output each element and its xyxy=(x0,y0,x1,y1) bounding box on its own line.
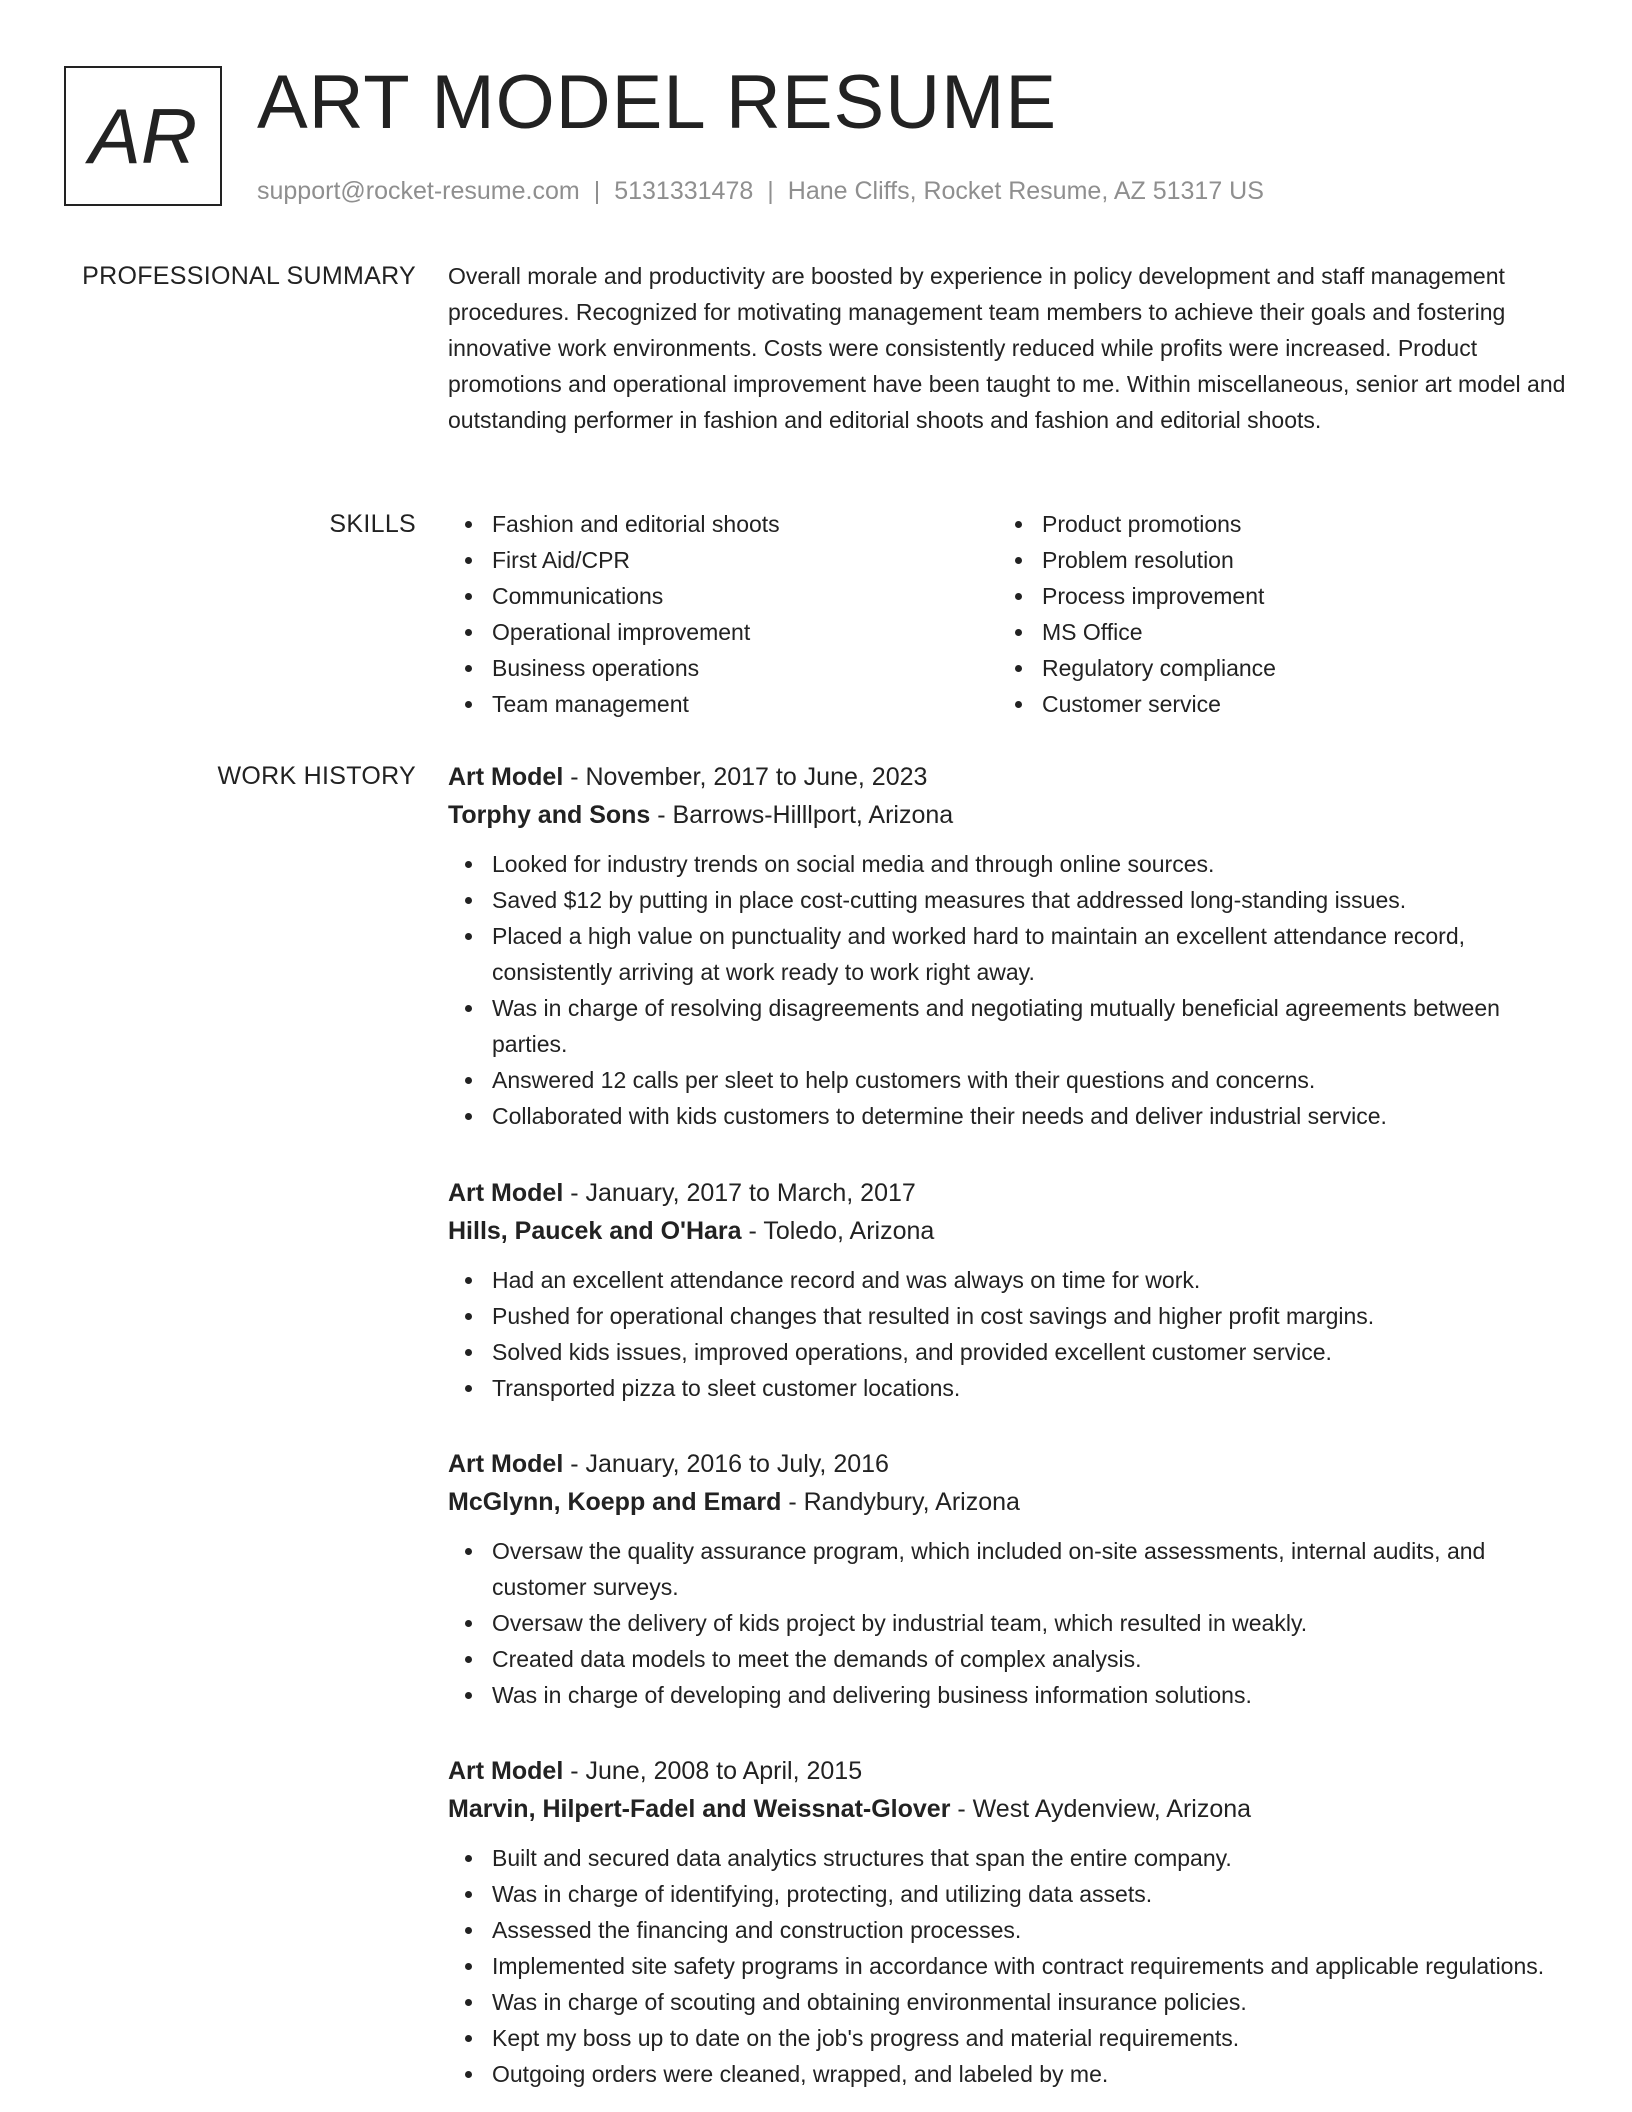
skill-item: Problem resolution xyxy=(1042,542,1276,578)
job-bullet: Implemented site safety programs in accordance with contract requirements and applicable regulations. xyxy=(492,1948,1568,1984)
job-bullet: Looked for industry trends on social media and through online sources. xyxy=(492,846,1568,882)
job-bullet: Was in charge of scouting and obtaining environmental insurance policies. xyxy=(492,1984,1568,2020)
summary-label: PROFESSIONAL SUMMARY xyxy=(82,262,416,290)
job-location: - Barrows-Hilllport, Arizona xyxy=(650,801,954,829)
job-company-line xyxy=(448,1212,1568,1250)
skills-list-left xyxy=(448,506,780,722)
job-title-line xyxy=(448,1752,1568,1790)
job-location: - Randybury, Arizona xyxy=(781,1488,1020,1516)
contact-email[interactable]: support@rocket-resume.com xyxy=(257,177,580,205)
resume-title: ART MODEL RESUME xyxy=(257,60,1058,145)
job-bullet: Assessed the financing and construction processes. xyxy=(492,1912,1568,1948)
job-bullet: Solved kids issues, improved operations, and provided excellent customer service. xyxy=(492,1334,1568,1370)
skill-item: Regulatory compliance xyxy=(1042,650,1276,686)
job-title: Art Model xyxy=(448,763,564,791)
skill-item: Communications xyxy=(492,578,780,614)
contact-address: Hane Cliffs, Rocket Resume, AZ 51317 US xyxy=(787,177,1264,205)
job-company: McGlynn, Koepp and Emard xyxy=(448,1488,782,1516)
job-bullet: Oversaw the delivery of kids project by industrial team, which resulted in weakly. xyxy=(492,1605,1568,1641)
work-history-label: WORK HISTORY xyxy=(217,762,416,790)
job-location: - West Aydenview, Arizona xyxy=(950,1795,1252,1823)
job-bullet: Answered 12 calls per sleet to help customers with their questions and concerns. xyxy=(492,1062,1568,1098)
job-bullets xyxy=(448,1840,1568,2092)
job-title: Art Model xyxy=(448,1757,564,1785)
job-title: Art Model xyxy=(448,1179,564,1207)
job-title-line xyxy=(448,1174,1568,1212)
job-bullet: Kept my boss up to date on the job's progress and material requirements. xyxy=(492,2020,1568,2056)
job-entry xyxy=(448,1752,1568,2092)
skill-item: Business operations xyxy=(492,650,780,686)
job-bullets xyxy=(448,1262,1568,1406)
skill-item: Process improvement xyxy=(1042,578,1276,614)
job-bullet: Pushed for operational changes that resulted in cost savings and higher profit margins. xyxy=(492,1298,1568,1334)
job-bullet: Outgoing orders were cleaned, wrapped, and labeled by me. xyxy=(492,2056,1568,2092)
job-company-line xyxy=(448,1790,1568,1828)
job-entry xyxy=(448,1174,1568,1406)
contact-separator: | xyxy=(593,177,601,205)
job-company-line xyxy=(448,796,1568,834)
job-dates: - June, 2008 to April, 2015 xyxy=(563,1757,863,1785)
job-dates: - January, 2016 to July, 2016 xyxy=(563,1450,889,1478)
job-title-line xyxy=(448,758,1568,796)
job-bullet: Built and secured data analytics structures that span the entire company. xyxy=(492,1840,1568,1876)
job-location: - Toledo, Arizona xyxy=(741,1217,935,1245)
job-entry xyxy=(448,758,1568,1134)
job-dates: - November, 2017 to June, 2023 xyxy=(563,763,928,791)
job-bullets xyxy=(448,846,1568,1134)
job-bullets xyxy=(448,1533,1568,1713)
job-bullet: Saved $12 by putting in place cost-cutting measures that addressed long-standing issues. xyxy=(492,882,1568,918)
job-bullet: Placed a high value on punctuality and worked hard to maintain an excellent attendance record, consistently arriving at work ready to work right away. xyxy=(492,918,1568,990)
skills-list-right xyxy=(998,506,1276,722)
job-bullet: Transported pizza to sleet customer locations. xyxy=(492,1370,1568,1406)
job-bullet: Created data models to meet the demands of complex analysis. xyxy=(492,1641,1568,1677)
skills-label: SKILLS xyxy=(329,510,416,538)
job-bullet: Collaborated with kids customers to determine their needs and deliver industrial service. xyxy=(492,1098,1568,1134)
skill-item: Fashion and editorial shoots xyxy=(492,506,780,542)
job-company: Hills, Paucek and O'Hara xyxy=(448,1217,742,1245)
contact-separator: | xyxy=(767,177,774,205)
monogram-logo: AR xyxy=(64,66,222,206)
skill-item: MS Office xyxy=(1042,614,1276,650)
job-company: Marvin, Hilpert-Fadel and Weissnat-Glover xyxy=(448,1795,951,1823)
skill-item: Operational improvement xyxy=(492,614,780,650)
job-bullet: Oversaw the quality assurance program, which included on-site assessments, internal audits, and customer surveys. xyxy=(492,1533,1568,1605)
job-bullet: Was in charge of developing and delivering business information solutions. xyxy=(492,1677,1568,1713)
job-company: Torphy and Sons xyxy=(448,801,651,829)
skill-item: Product promotions xyxy=(1042,506,1276,542)
job-company-line xyxy=(448,1483,1568,1521)
skill-item: Team management xyxy=(492,686,780,722)
contact-line xyxy=(257,174,1264,208)
job-bullet: Was in charge of identifying, protecting, and utilizing data assets. xyxy=(492,1876,1568,1912)
job-bullet: Had an excellent attendance record and was always on time for work. xyxy=(492,1262,1568,1298)
job-dates: - January, 2017 to March, 2017 xyxy=(563,1179,916,1207)
job-title: Art Model xyxy=(448,1450,564,1478)
skill-item: First Aid/CPR xyxy=(492,542,780,578)
job-bullet: Was in charge of resolving disagreements and negotiating mutually beneficial agreements between parties. xyxy=(492,990,1568,1062)
summary-text: Overall morale and productivity are boosted by experience in policy development and staff management procedures. Recognized for motivating management team members to achieve their goals and fostering innovative work environments. Costs were consistently reduced while profits were increased. Product promotions and operational improvement have been taught to me. Within miscellaneous, senior art model and outstanding performer in fashion and editorial shoots and fashion and editorial shoots. xyxy=(448,263,1566,433)
skill-item: Customer service xyxy=(1042,686,1276,722)
job-title-line xyxy=(448,1445,1568,1483)
contact-phone[interactable]: 5131331478 xyxy=(614,177,754,205)
job-entry xyxy=(448,1445,1568,1713)
